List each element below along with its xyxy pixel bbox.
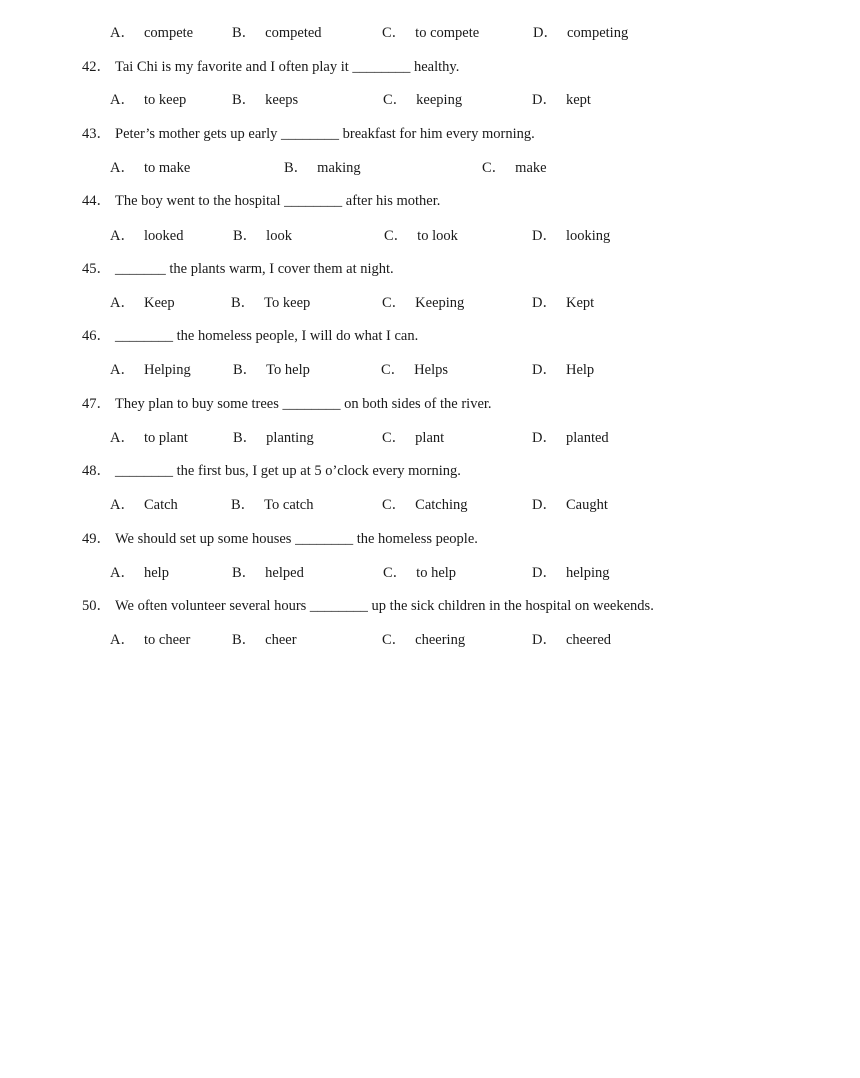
question-47 [0,394,860,414]
question-number: 47． [82,396,111,412]
q50-option-a [110,630,190,650]
option-letter: C． [382,430,407,446]
option-letter: A． [110,362,135,378]
option-text: Help [565,362,595,378]
option-text: Catch [143,497,178,513]
q49-option-a [110,563,169,583]
q43-option-b [284,158,361,178]
question-number: 49． [82,531,111,547]
option-letter: C． [382,632,407,648]
q48-option-d [532,495,608,515]
question-50 [0,596,860,616]
q48-option-c [382,495,468,515]
question-number: 43． [82,126,111,142]
option-letter: B． [232,565,257,581]
option-text: looked [143,228,184,244]
q50-option-b [232,630,297,650]
option-text: kept [565,92,591,108]
option-letter: D． [532,228,557,244]
option-text: to keep [143,92,187,108]
option-letter: A． [110,430,135,446]
option-text: keeps [265,92,299,108]
q46-option-d [532,360,594,380]
option-text: cheered [565,632,612,648]
question-43 [0,124,860,144]
option-text: cheer [265,632,297,648]
option-letter: B． [233,228,258,244]
option-text: compete [143,25,194,41]
q46-option-c [381,360,448,380]
option-text: competed [265,25,322,41]
option-letter: B． [231,295,256,311]
q48-option-a [110,495,178,515]
q47-option-d [532,428,609,448]
q43-option-c [482,158,547,178]
option-text: making [317,160,361,176]
question-text: ________ the homeless people, I will do what I can. [115,328,419,344]
option-text: keeping [416,92,463,108]
option-text: Catching [415,497,468,513]
q47-option-b [233,428,314,448]
option-letter: B． [232,92,257,108]
question-45 [0,259,860,279]
question-text: We often volunteer several hours ________ up the sick children in the hospital on weekends. [115,598,654,614]
q42-option-b [232,90,298,110]
option-letter: A． [110,92,135,108]
option-letter: A． [110,228,135,244]
option-letter: C． [384,228,409,244]
question-number: 48． [82,463,111,479]
q47-option-a [110,428,188,448]
option-letter: D． [532,362,557,378]
option-text: Helps [414,362,449,378]
q41-option-c [382,23,479,43]
option-letter: A． [110,497,135,513]
option-text: To keep [264,295,311,311]
q41-option-b [232,23,322,43]
q44-option-d [532,226,610,246]
option-letter: B． [231,497,256,513]
question-number: 44． [82,193,111,209]
option-letter: A． [110,295,135,311]
q49-option-d [532,563,609,583]
q44-option-b [233,226,292,246]
q45-option-d [532,293,594,313]
option-text: Keeping [415,295,465,311]
option-letter: A． [110,25,135,41]
question-text: ________ the first bus, I get up at 5 o’clock every morning. [115,463,461,479]
question-text: We should set up some houses ________ the homeless people. [115,531,478,547]
option-text: planted [565,430,609,446]
option-text: planting [266,430,314,446]
q49-option-b [232,563,304,583]
option-text: Caught [565,497,608,513]
option-text: plant [415,430,445,446]
q45-option-c [382,293,464,313]
option-text: help [143,565,169,581]
option-letter: C． [382,25,407,41]
q43-option-a [110,158,190,178]
option-letter: D． [532,430,557,446]
option-letter: D． [532,295,557,311]
option-text: cheering [415,632,466,648]
option-text: To help [266,362,310,378]
option-letter: D． [533,25,558,41]
option-text: competing [566,25,629,41]
question-49 [0,529,860,549]
question-number: 42． [82,59,111,75]
option-text: to look [417,228,458,244]
option-letter: C． [381,362,406,378]
option-letter: B． [233,430,258,446]
option-text: to plant [143,430,188,446]
option-text: to make [143,160,191,176]
q45-option-b [231,293,310,313]
question-44 [0,191,860,211]
option-letter: C． [383,565,408,581]
option-text: make [515,160,547,176]
option-letter: A． [110,565,135,581]
question-number: 45． [82,261,111,277]
question-text: They plan to buy some trees ________ on both sides of the river. [115,396,492,412]
option-text: to cheer [143,632,191,648]
q47-option-c [382,428,444,448]
q42-option-c [383,90,462,110]
option-letter: B． [233,362,258,378]
q44-option-c [384,226,458,246]
option-text: To catch [264,497,314,513]
option-text: Helping [143,362,191,378]
question-text: Peter’s mother gets up early ________ breakfast for him every morning. [115,126,535,142]
option-letter: C． [383,92,408,108]
option-letter: D． [532,92,557,108]
option-letter: B． [284,160,309,176]
option-letter: D． [532,565,557,581]
q48-option-b [231,495,313,515]
question-46 [0,326,860,346]
q41-option-a [110,23,193,43]
q50-option-d [532,630,611,650]
question-text: _______ the plants warm, I cover them at night. [115,261,394,277]
q50-option-c [382,630,465,650]
option-text: looking [565,228,611,244]
q46-option-a [110,360,191,380]
option-letter: B． [232,632,257,648]
option-letter: D． [532,497,557,513]
q42-option-d [532,90,591,110]
option-text: helped [265,565,304,581]
option-letter: A． [110,160,135,176]
option-letter: C． [482,160,507,176]
q42-option-a [110,90,186,110]
option-letter: C． [382,295,407,311]
option-letter: B． [232,25,257,41]
q45-option-a [110,293,175,313]
option-text: helping [565,565,610,581]
q44-option-a [110,226,183,246]
option-text: to help [416,565,457,581]
question-42 [0,57,860,77]
option-text: look [266,228,292,244]
question-48 [0,461,860,481]
q41-option-d [533,23,628,43]
option-text: Keep [143,295,175,311]
option-letter: C． [382,497,407,513]
question-number: 46． [82,328,111,344]
q49-option-c [383,563,456,583]
question-text: The boy went to the hospital ________ after his mother. [115,193,441,209]
q46-option-b [233,360,310,380]
option-text: Kept [565,295,595,311]
question-number: 50． [82,598,111,614]
option-letter: D． [532,632,557,648]
question-text: Tai Chi is my favorite and I often play it ________ healthy. [115,59,460,75]
option-letter: A． [110,632,135,648]
option-text: to compete [415,25,480,41]
